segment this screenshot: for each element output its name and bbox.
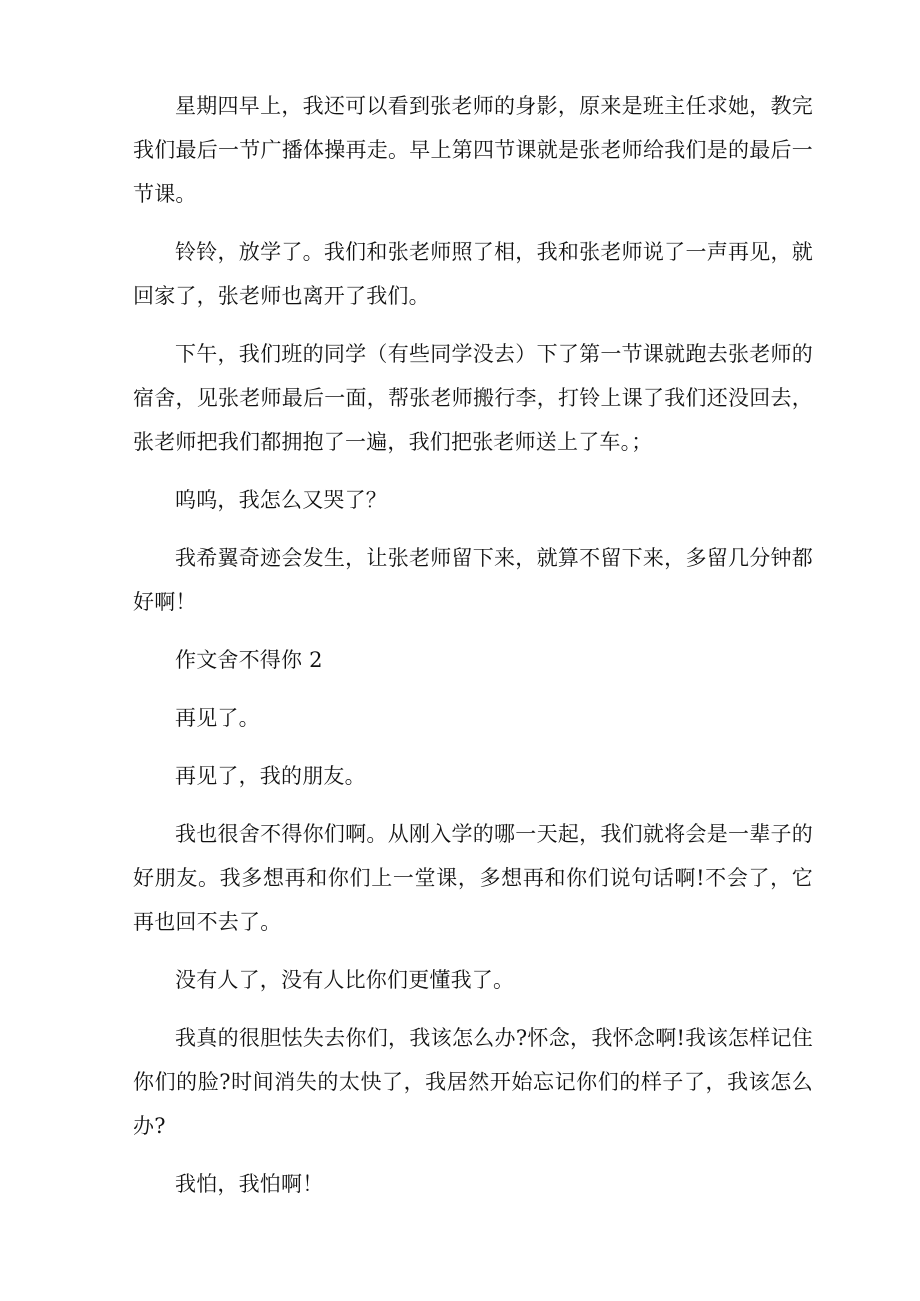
document-body xyxy=(133,84,813,1220)
section-heading: 作文舍不得你 2 xyxy=(175,648,323,672)
paragraph-7: 再见了。 xyxy=(175,706,260,730)
paragraph-8: 再见了，我的朋友。 xyxy=(175,764,366,788)
paragraph-10: 没有人了，没有人比你们更懂我了。 xyxy=(175,968,515,992)
paragraph-3: 下午，我们班的同学（有些同学没去）下了第一节课就跑去张老师的宿舍，见张老师最后一面，帮张老师搬行李，打铃上课了我们还没回去，张老师把我们都拥抱了一遍，我们把张老师送上了车。； xyxy=(133,342,813,454)
paragraph-1: 星期四早上，我还可以看到张老师的身影，原来是班主任求她，教完我们最后一节广播体操再走。早上第四节课就是张老师给我们是的最后一节课。 xyxy=(133,94,813,206)
paragraph-5: 我希翼奇迹会发生，让张老师留下来，就算不留下来，多留几分钟都好啊！ xyxy=(133,546,813,614)
paragraph-9: 我也很舍不得你们啊。从刚入学的哪一天起，我们就将会是一辈子的好朋友。我多想再和你们上一堂课，多想再和你们说句话啊!不会了，它再也回不去了。 xyxy=(133,822,813,934)
paragraph-12: 我怕，我怕啊！ xyxy=(175,1172,324,1196)
paragraph-4: 呜呜，我怎么又哭了？ xyxy=(175,488,387,512)
paragraph-11: 我真的很胆怯失去你们，我该怎么办?怀念，我怀念啊!我该怎样记住你们的脸?时间消失的太快了，我居然开始忘记你们的样子了，我该怎么办? xyxy=(133,1026,813,1138)
paragraph-2: 铃铃，放学了。我们和张老师照了相，我和张老师说了一声再见，就回家了，张老师也离开了我们。 xyxy=(133,240,813,308)
